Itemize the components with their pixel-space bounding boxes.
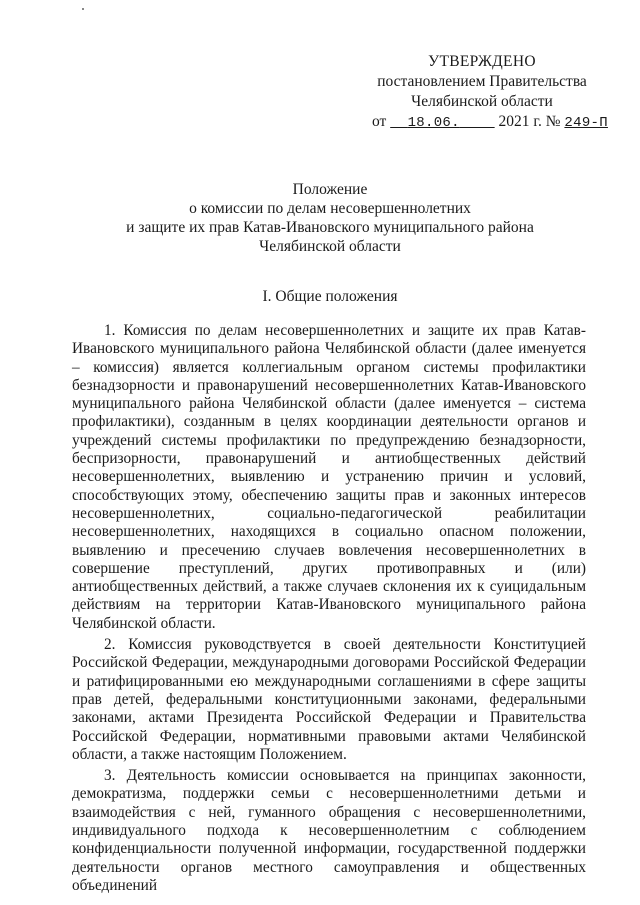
document-body — [72, 322, 586, 898]
section-heading: I. Общие положения — [262, 288, 398, 305]
title-line-3: и защите их прав Катав-Ивановского муниципального района — [126, 219, 534, 236]
document-title — [70, 180, 590, 256]
title-line-2: о комиссии по делам несовершеннолетних — [189, 200, 471, 217]
title-line-4: Челябинской области — [259, 238, 401, 255]
approval-line-2: Челябинской области — [411, 93, 553, 110]
approval-stamp-block — [372, 52, 608, 133]
date-value: 18.06. — [407, 115, 460, 131]
date-prefix: от — [372, 113, 387, 130]
title-line-1: Положение — [292, 181, 368, 198]
paragraph-3: 3. Деятельность комиссии основывается на принципах законности, демократизма, поддержки семьи с несовершеннолетними детьми и взаимодействия с ней, гуманного обращения с несовершеннолетними, индивидуального подхода к несовершеннолетним с соблюдением конфиденциальности полученной информации, государственной поддержки деятельности органов местного самоуправления и общественных объединений — [72, 767, 586, 894]
year-text: 2021 г. № — [498, 113, 561, 130]
paragraph-2: 2. Комиссия руководствуется в своей деятельности Конституцией Российской Федерации, международными договорами Российской Федерации и ратифицированными ею международными соглашениями в сфере защиты прав детей, федеральными конституционными законами, федеральными законами, актами Президента Российской Федерации и Правительства Российской Федерации, нормативными правовыми актами Челябинской области, а также настоящим Положением. — [72, 636, 586, 763]
number-value: 249-П — [564, 115, 608, 131]
scan-speck — [82, 8, 84, 10]
paragraph-1: 1. Комиссия по делам несовершеннолетних и защите их прав Катав-Ивановского муниципального района Челябинской области (далее именуется – комиссия) является коллегиальным органом системы профилактики безнадзорности и правонарушений несовершеннолетних Катав-Ивановского муниципального района Челябинской области (далее именуется – система профилактики), созданным в целях координации деятельности органов и учреждений системы профилактики по предупреждению безнадзорности, беспризорности, правонарушений и антиобщественных действий несовершеннолетних, выявлению и устранению причин и условий, способствующих этому, обеспечению защиты прав и законных интересов несовершеннолетних, социально-педагогической реабилитации несовершеннолетних, находящихся в социально опасном положении, выявлению и пресечению случаев вовлечения несовершеннолетних в совершение преступлений, других противоправных и (или) антиобщественных действий, а также случаев склонения их к суицидальным действиям на территории Катав-Ивановского муниципального района Челябинской области. — [72, 322, 586, 632]
approval-date-line — [372, 112, 608, 133]
approval-line-1: постановлением Правительства — [377, 73, 587, 90]
approval-heading: УТВЕРЖДЕНО — [428, 53, 536, 70]
